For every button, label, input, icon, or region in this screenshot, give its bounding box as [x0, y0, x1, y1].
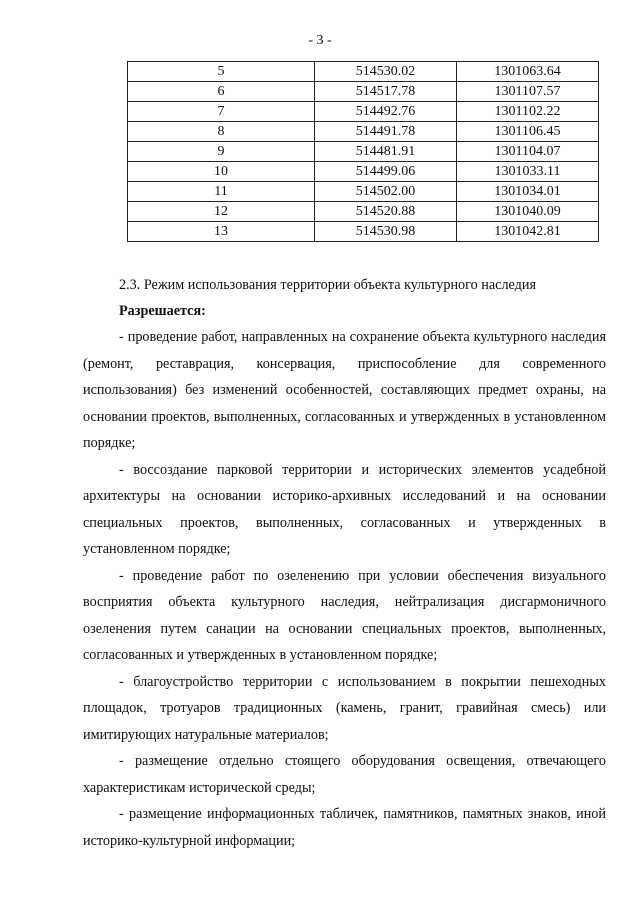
y-coordinate-cell: 1301104.07 [457, 142, 599, 162]
allowed-heading: Разрешается: [119, 303, 206, 319]
point-number-cell: 11 [128, 182, 315, 202]
point-number-cell: 10 [128, 162, 315, 182]
table-row [128, 62, 599, 82]
page-number: - 3 - [308, 33, 332, 48]
table-row [128, 82, 599, 102]
point-number-cell: 5 [128, 62, 315, 82]
x-coordinate-cell: 514491.78 [315, 122, 457, 142]
x-coordinate-cell: 514492.76 [315, 102, 457, 122]
x-coordinate-cell: 514520.88 [315, 202, 457, 222]
y-coordinate-cell: 1301102.22 [457, 102, 599, 122]
table-row [128, 202, 599, 222]
y-coordinate-cell: 1301106.45 [457, 122, 599, 142]
x-coordinate-cell: 514499.06 [315, 162, 457, 182]
x-coordinate-cell: 514530.02 [315, 62, 457, 82]
paragraph-landscaping: - проведение работ по озеленению при условии обеспечения визуального восприятия объекта культурного наследия, нейтрализация дисгармоничного озеленения путем санации на основании специальных проектов, выполненных, согласованных и утвержденных в установленном порядке; [83, 567, 606, 663]
y-coordinate-cell: 1301042.81 [457, 222, 599, 242]
table-row [128, 162, 599, 182]
table-row [128, 122, 599, 142]
y-coordinate-cell: 1301107.57 [457, 82, 599, 102]
point-number-cell: 9 [128, 142, 315, 162]
paragraph-conservation-works: - проведение работ, направленных на сохранение объекта культурного наследия (ремонт, реставрация, консервация, приспособление для современного использования) без изменений особенностей, составляющих предмет охраны, на основании проектов, выполненных, согласованных и утвержденных в установленном порядке; [83, 329, 606, 451]
point-number-cell: 6 [128, 82, 315, 102]
section-title: 2.3. Режим использования территории объекта культурного наследия [119, 277, 536, 293]
x-coordinate-cell: 514517.78 [315, 82, 457, 102]
table-row [128, 142, 599, 162]
x-coordinate-cell: 514502.00 [315, 182, 457, 202]
x-coordinate-cell: 514530.98 [315, 222, 457, 242]
allowed-list [83, 324, 606, 854]
paragraph-park-recreation: - воссоздание парковой территории и исторических элементов усадебной архитектуры на основании историко-архивных исследований и на основании специальных проектов, выполненных, согласованных и утвержденных в установленном порядке; [83, 461, 606, 557]
y-coordinate-cell: 1301063.64 [457, 62, 599, 82]
point-number-cell: 8 [128, 122, 315, 142]
y-coordinate-cell: 1301040.09 [457, 202, 599, 222]
point-number-cell: 12 [128, 202, 315, 222]
table-row [128, 102, 599, 122]
y-coordinate-cell: 1301033.11 [457, 162, 599, 182]
table-row [128, 222, 599, 242]
point-number-cell: 13 [128, 222, 315, 242]
point-number-cell: 7 [128, 102, 315, 122]
paragraph-lighting: - размещение отдельно стоящего оборудования освещения, отвечающего характеристикам исторической среды; [83, 753, 606, 796]
table-row [128, 182, 599, 202]
paragraph-improvement: - благоустройство территории с использованием в покрытии пешеходных площадок, тротуаров традиционных (камень, гранит, гравийная смесь) или имитирующих натуральные материалов; [83, 673, 606, 743]
y-coordinate-cell: 1301034.01 [457, 182, 599, 202]
coordinates-table [127, 61, 599, 242]
x-coordinate-cell: 514481.91 [315, 142, 457, 162]
paragraph-info-signs: - размещение информационных табличек, памятников, памятных знаков, иной историко-культурной информации; [83, 806, 606, 849]
